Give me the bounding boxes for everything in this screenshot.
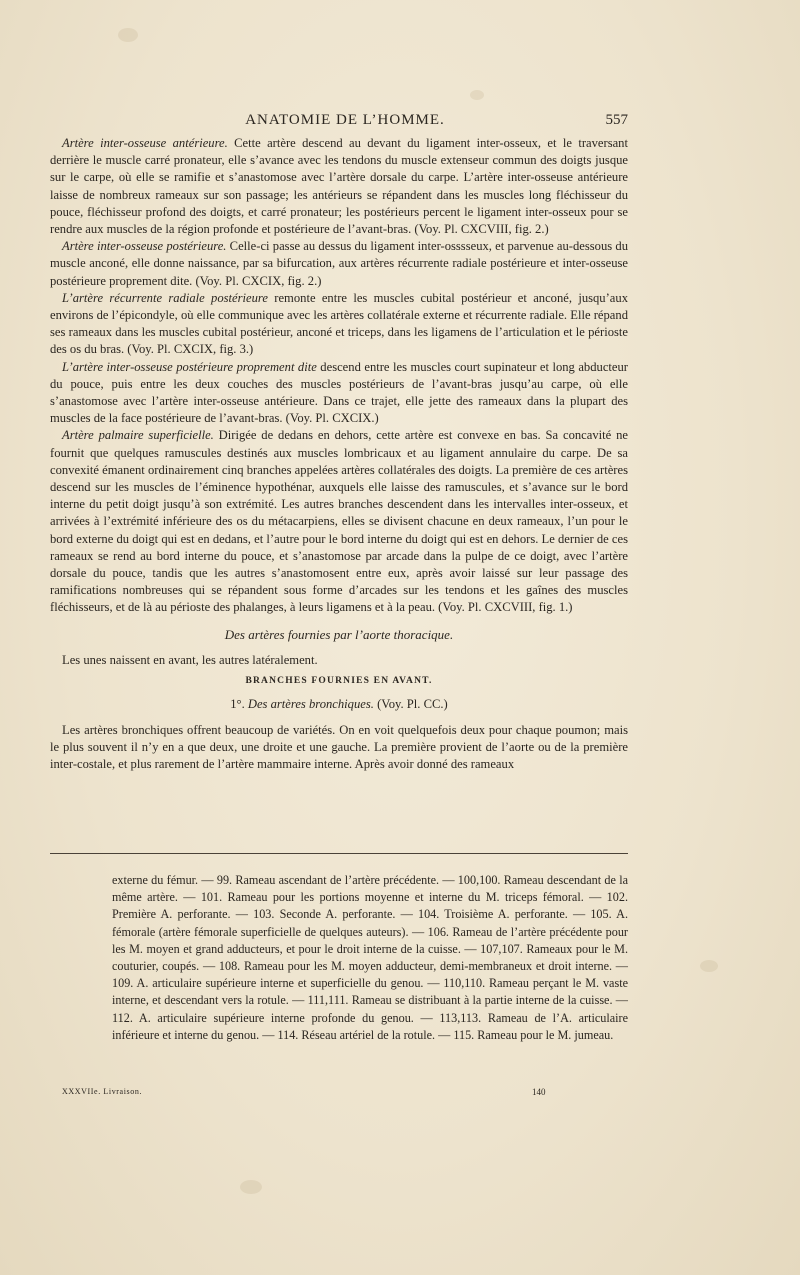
paragraph: [50, 359, 628, 428]
paragraph: Les artères bronchiques offrent beaucoup de variétés. On en voit quelquefois deux pour chaque poumon; mais le plus souvent il n’y en a que deux, une droite et une gauche. La première provient de l’aorte ou de la première inter-costale, et plus rarement de l’artère mammaire interne. Après avoir donné des rameaux: [50, 722, 628, 771]
paragraph-lead: Artère inter-osseuse antérieure.: [62, 136, 228, 150]
paragraph: [50, 238, 628, 290]
paragraph-lead: L’artère inter-osseuse postérieure proprement dite: [62, 359, 317, 374]
paper-stain: [470, 90, 484, 100]
section-intro: Les unes naissent en avant, les autres latéralement.: [62, 652, 318, 667]
section-title: Des artères fournies par l’aorte thoracique.: [224, 626, 454, 642]
paragraph-lead: L’artère récurrente radiale postérieure: [62, 290, 268, 305]
paper-stain: [118, 28, 138, 42]
paragraph: [50, 427, 628, 616]
running-head: ANATOMIE DE L’HOMME.: [245, 112, 445, 128]
footnote-rule: [50, 853, 628, 854]
page-number: 557: [605, 112, 628, 128]
paragraph-text: Cette artère descend au devant du ligament inter-osseux, et le traversant derrière le muscle carré pronateur, elle s’avance avec les tendons du muscle extenseur commun des doigts jusque sur le carpe, où elle se ramifie et s’anastomose avec l’artère dorsale du carpe. L’artère inter-osseuse antérieure laisse de nombreux rameaux sur son passage; les antérieurs se répandent dans les muscles long fléchisseur du pouce, fléchisseur profond des doigts, et carré pronateur; les postérieurs percent le ligament inter-osseux pour se rendre aux muscles de la région profonde et postérieure de l’avant-bras. (Voy. Pl. CXCVIII, fig. 2.): [50, 136, 628, 237]
paragraph-text: descend entre les muscles court supinateur et long abducteur du pouce, puis entre les deux couches des muscles postérieurs de l’avant-bras jusqu’au carpe, où elle s’anastomose avec l’artère inter-osseuse antérieure. Dans ce trajet, elle jette des rameaux dans la plupart des muscles de la face postérieure de l’avant-bras. (Voy. Pl. CXCIX.): [50, 359, 628, 426]
paper-stain: [240, 1180, 262, 1194]
paper-stain: [700, 960, 718, 972]
signature-mark: XXXVIIe. Livraison.: [62, 1087, 143, 1096]
subheading: [50, 696, 628, 713]
main-text: [50, 135, 628, 773]
sheet-number: 140: [532, 1087, 546, 1097]
paragraph-lead: Artère palmaire superficielle.: [62, 428, 214, 443]
paragraph-text: Dirigée de dedans en dehors, cette artère est convexe en bas. Sa concavité ne fournit que quelques ramuscules destinés aux muscles lombricaux et au ligament annulaire du carpe. De sa convexité émanent ordinairement cinq branches appelées artères collatérales des doigts. La première de ces artères descend sur les muscles de l’éminence hypothénar, auxquels elle laisse des ramuscules, et s’avance sur le bord interne du petit doigt jusqu’à son extrémité. Les autres branches descendent dans les intervalles inter-osseux, et arrivées à l’extrémité inférieure des os du métacarpiens, elles se divisent chacune en deux rameaux, l’un pour le bord externe du doigt qui est en dedans, et l’autre pour le bord interne du doigt qui est en dehors. Le dernier de ces rameaux se rend au bord interne du pouce, et s’anastomose par arcade dans la pulpe de ce doigt, avec l’artère dorsale du pouce, tandis que les autres s’anastomosent entre eux, après avoir laissé sur leur passage des ramifications nombreuses qui se répandent sous forme d’arcades sur les tendons et les gaînes des muscles fléchisseurs, et de là au périoste des phalanges, à leurs ligamens et à la peau. (Voy. Pl. CXCVIII, fig. 1.): [50, 428, 628, 615]
paragraph: [50, 135, 628, 238]
paragraph: [50, 290, 628, 359]
footnote-text: externe du fémur. — 99. Rameau ascendant de l’artère précédente. — 100,100. Rameau descendant de la même artère. — 101. Rameau pour les portions moyenne et interne du M. triceps fémoral. — 102. Première A. perforante. — 103. Seconde A. perforante. — 104. Troisième A. perforante. — 105. A. fémorale (artère fémorale superficielle de quelques auteurs). — 106. Rameau de l’artère précédente pour les M. moyen et grand adducteurs, et pour le droit interne de la cuisse. — 107,107. Rameaux pour le M. couturier, coupés. — 108. Rameau pour les M. moyen adducteur, demi-membraneux et droit interne. — 109. A. articulaire supérieure interne et superficielle du genou. — 110,110. Rameau perçant le M. vaste interne, et descendant vers la rotule. — 111,111. Rameau se distribuant à la partie interne de la cuisse. — 112. A. articulaire supérieure interne profonde du genou. — 113,113. Rameau de l’A. articulaire inférieure et interne du genou. — 114. Réseau artériel de la rotule. — 115. Rameau pour le M. jumeau.: [112, 873, 628, 1042]
paragraph-lead: Artère inter-osseuse postérieure.: [62, 239, 227, 254]
subheading-title: Des artères bronchiques.: [247, 697, 374, 712]
subheading-number: 1°.: [230, 697, 245, 712]
page-header: [62, 112, 628, 134]
caps-heading: BRANCHES FOURNIES EN AVANT.: [245, 676, 433, 687]
paragraph-text: Celle-ci passe au dessus du ligament inter-osssseux, et parvenue au-dessous du muscle anconé, elle donne naissance, par sa bifurcation, aux artères récurrente radiale postérieure et inter-osseuse postérieure proprement dite. (Voy. Pl. CXCIX, fig. 2.): [50, 239, 628, 288]
subheading-ref: (Voy. Pl. CC.): [373, 697, 448, 712]
paragraph-text: remonte entre les muscles cubital postérieur et anconé, jusqu’aux environs de l’épicondyle, où elle communique avec les artères collatérale externe et récurrente radiale. Elle répand ses rameaux dans les muscles cubital postérieur, anconé et triceps, dans les ligamens de l’articulation et le périoste des os du bras. (Voy. Pl. CXCIX, fig. 3.): [50, 290, 628, 357]
